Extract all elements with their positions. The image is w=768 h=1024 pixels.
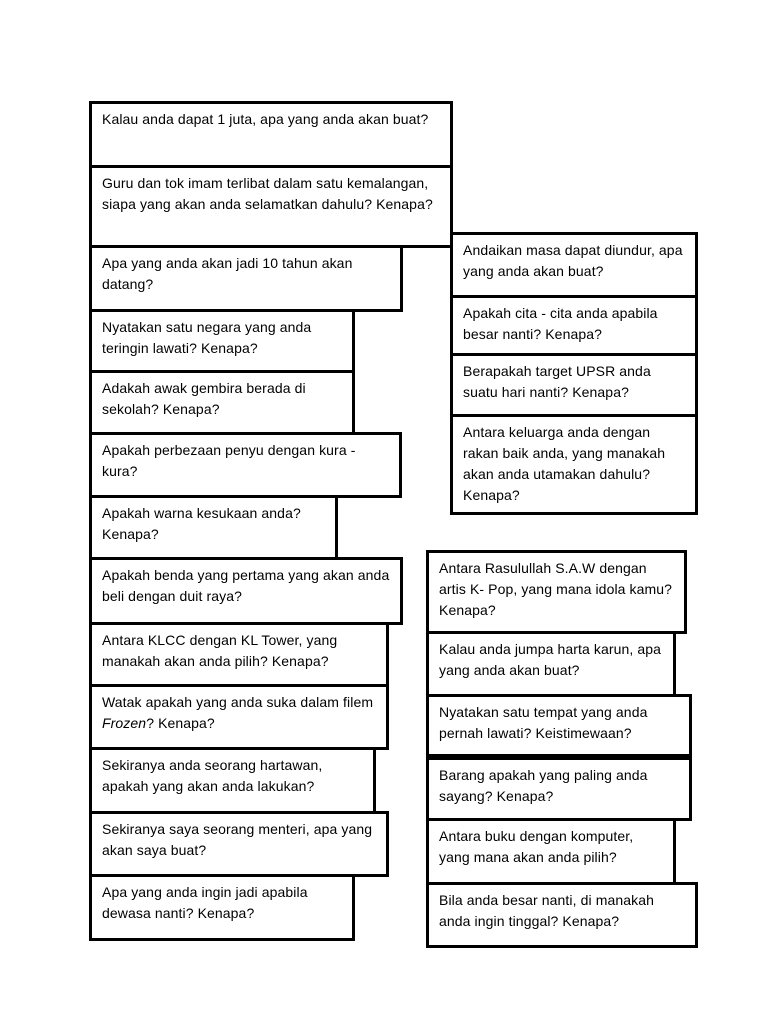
- question-card: [426, 757, 692, 821]
- question-text: Apakah warna kesukaan anda? Kenapa?: [102, 505, 301, 542]
- question-text: Apa yang anda ingin jadi apabila dewasa nanti? Kenapa?: [102, 884, 308, 921]
- question-card: [426, 818, 676, 885]
- question-card: [89, 432, 402, 498]
- question-text: Barang apakah yang paling anda sayang? Kenapa?: [439, 767, 648, 804]
- question-card: [89, 557, 403, 625]
- question-card: [89, 874, 355, 941]
- question-text: Apa yang anda akan jadi 10 tahun akan datang?: [102, 255, 353, 292]
- question-card: [89, 684, 389, 750]
- question-text: Antara buku dengan komputer, yang mana akan anda pilih?: [439, 828, 634, 865]
- question-card: [426, 631, 676, 697]
- question-card: [89, 101, 453, 168]
- question-text: Kalau anda dapat 1 juta, apa yang anda akan buat?: [102, 111, 429, 127]
- question-card: [89, 811, 389, 877]
- question-text: Adakah awak gembira berada di sekolah? Kenapa?: [102, 380, 306, 417]
- question-text: Guru dan tok imam terlibat dalam satu kemalangan, siapa yang akan anda selamatkan dahulu? Kenapa?: [102, 175, 433, 212]
- question-card: [89, 165, 453, 248]
- question-card: [89, 495, 338, 560]
- question-card: [89, 622, 389, 687]
- question-text: Bila anda besar nanti, di manakah anda ingin tinggal? Kenapa?: [439, 892, 654, 929]
- question-text: Watak apakah yang anda suka dalam filem: [102, 694, 374, 710]
- question-card: [450, 414, 698, 515]
- question-card: [89, 309, 355, 373]
- question-text: Sekiranya anda seorang hartawan, apakah yang akan anda lakukan?: [102, 757, 323, 794]
- question-text: Kalau anda jumpa harta karun, apa yang anda akan buat?: [439, 641, 662, 678]
- question-text: Andaikan masa dapat diundur, apa yang anda akan buat?: [463, 242, 683, 279]
- question-text: Apakah perbezaan penyu dengan kura - kura?: [102, 442, 356, 479]
- question-text: Antara Rasulullah S.A.W dengan artis K- Pop, yang mana idola kamu? Kenapa?: [439, 560, 673, 618]
- question-card: [89, 747, 376, 814]
- question-card: [426, 694, 692, 757]
- question-text: Nyatakan satu negara yang anda teringin lawati? Kenapa?: [102, 319, 312, 356]
- question-text: Antara keluarga anda dengan rakan baik anda, yang manakah akan anda utamakan dahulu? Kenapa?: [463, 424, 666, 503]
- question-text: Berapakah target UPSR anda suatu hari nanti? Kenapa?: [463, 363, 651, 400]
- film-title-italic: Frozen: [102, 715, 147, 731]
- question-text: Sekiranya saya seorang menteri, apa yang akan saya buat?: [102, 821, 373, 858]
- question-text: Apakah benda yang pertama yang akan anda beli dengan duit raya?: [102, 567, 390, 604]
- question-card: [450, 295, 698, 356]
- question-card: [89, 370, 355, 435]
- question-card: [450, 353, 698, 417]
- question-text: Nyatakan satu tempat yang anda pernah lawati? Keistimewaan?: [439, 704, 648, 741]
- question-card: [450, 232, 698, 298]
- question-card: [426, 882, 698, 948]
- question-text: ? Kenapa?: [146, 715, 215, 731]
- question-card: [426, 550, 687, 634]
- question-card: [89, 245, 403, 312]
- question-text: Antara KLCC dengan KL Tower, yang manakah akan anda pilih? Kenapa?: [102, 632, 338, 669]
- question-text: Apakah cita - cita anda apabila besar nanti? Kenapa?: [463, 305, 658, 342]
